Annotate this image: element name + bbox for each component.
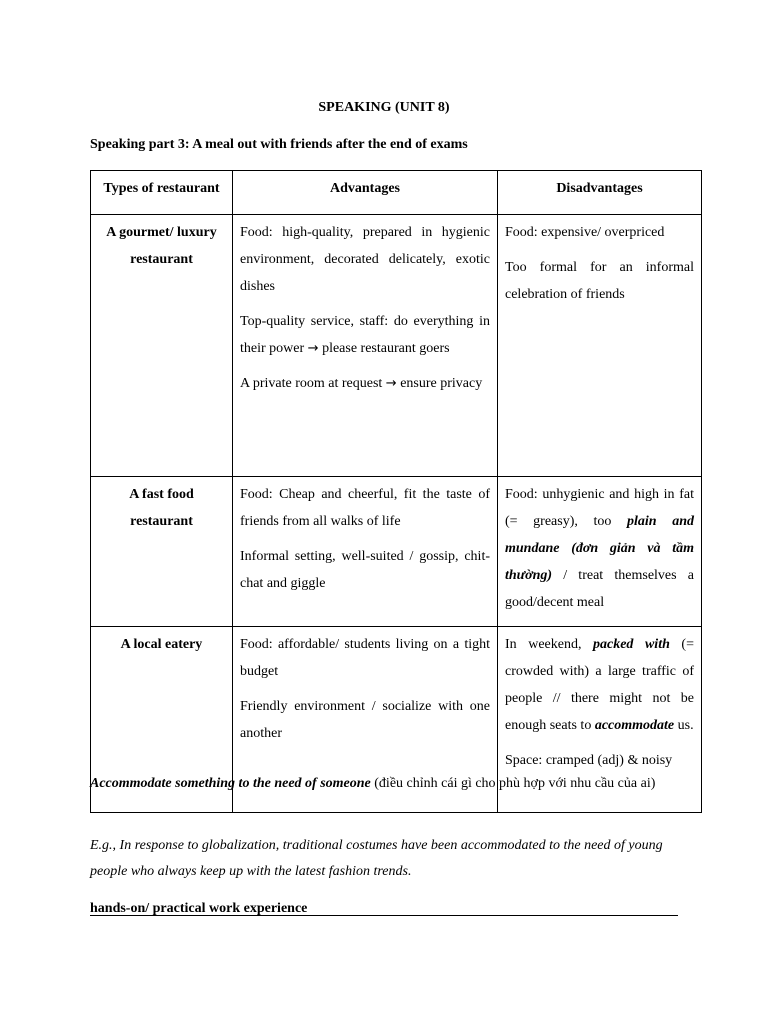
advantages-cell: [233, 477, 498, 627]
advantage-item: A private room at request → ensure privacy: [240, 376, 483, 391]
vocabulary-phrase: Accommodate something to the need of someone: [90, 776, 371, 791]
disadvantage-item: Food: expensive/ overpriced: [505, 225, 665, 240]
heading-underline: [90, 915, 678, 916]
vocabulary-note: [90, 771, 680, 797]
advantage-item: Food: Cheap and cheerful, fit the taste of friends from all walks of life: [240, 487, 490, 529]
page-title: SPEAKING (UNIT 8): [318, 100, 450, 115]
restaurant-type-cell: A gourmet/ luxury restaurant: [91, 215, 233, 477]
restaurant-type-cell: A fast food restaurant: [91, 477, 233, 627]
restaurant-type-cell: A local eatery: [91, 627, 233, 813]
advantage-item: Food: high-quality, prepared in hygienic environment, decorated delicately, exotic dishes: [240, 225, 490, 294]
emphasized-phrase: packed with: [593, 637, 670, 652]
advantage-item: Top-quality service, staff: do everything in their power → please restaurant goers: [240, 314, 490, 356]
section-heading: hands-on/ practical work experience: [90, 901, 308, 916]
column-header-disadvantages: Disadvantages: [498, 171, 702, 215]
emphasized-phrase: plain and mundane (đơn giản và tầm thường): [505, 514, 694, 583]
column-header-type: Types of restaurant: [91, 171, 233, 215]
table-row: [91, 215, 702, 477]
advantage-item: Food: affordable/ students living on a tight budget: [240, 637, 490, 679]
comparison-table: [90, 170, 702, 813]
example-sentence: E.g., In response to globalization, traditional costumes have been accommodated to the need of young people who always keep up with the latest fashion trends.: [90, 838, 663, 879]
vocabulary-meaning: (điều chỉnh cái gì cho phù hợp với nhu cầu của ai): [370, 776, 656, 791]
right-arrow-icon: →: [307, 341, 319, 356]
disadvantage-item: Food: unhygienic and high in fat (= greasy), too plain and mundane (đơn giản và tầm thường) / treat themselves a good/decent meal: [505, 487, 694, 610]
right-arrow-icon: →: [385, 376, 397, 391]
disadvantages-cell: [498, 477, 702, 627]
table-header-row: [91, 171, 702, 215]
disadvantage-item: Space: cramped (adj) & noisy: [505, 753, 673, 768]
advantage-item: Informal setting, well-suited / gossip, chit-chat and giggle: [240, 549, 490, 591]
disadvantage-item: Too formal for an informal celebration of friends: [505, 260, 694, 302]
disadvantage-item: In weekend, packed with (= crowded with) a large traffic of people // there might not be enough seats to accommodate us.: [505, 637, 694, 733]
table-row: [91, 477, 702, 627]
emphasized-phrase: accommodate: [594, 718, 675, 733]
column-header-advantages: Advantages: [233, 171, 498, 215]
advantages-cell: [233, 215, 498, 477]
page-subtitle: Speaking part 3: A meal out with friends after the end of exams: [90, 137, 468, 152]
advantage-item: Friendly environment / socialize with one another: [240, 699, 490, 741]
disadvantages-cell: [498, 215, 702, 477]
